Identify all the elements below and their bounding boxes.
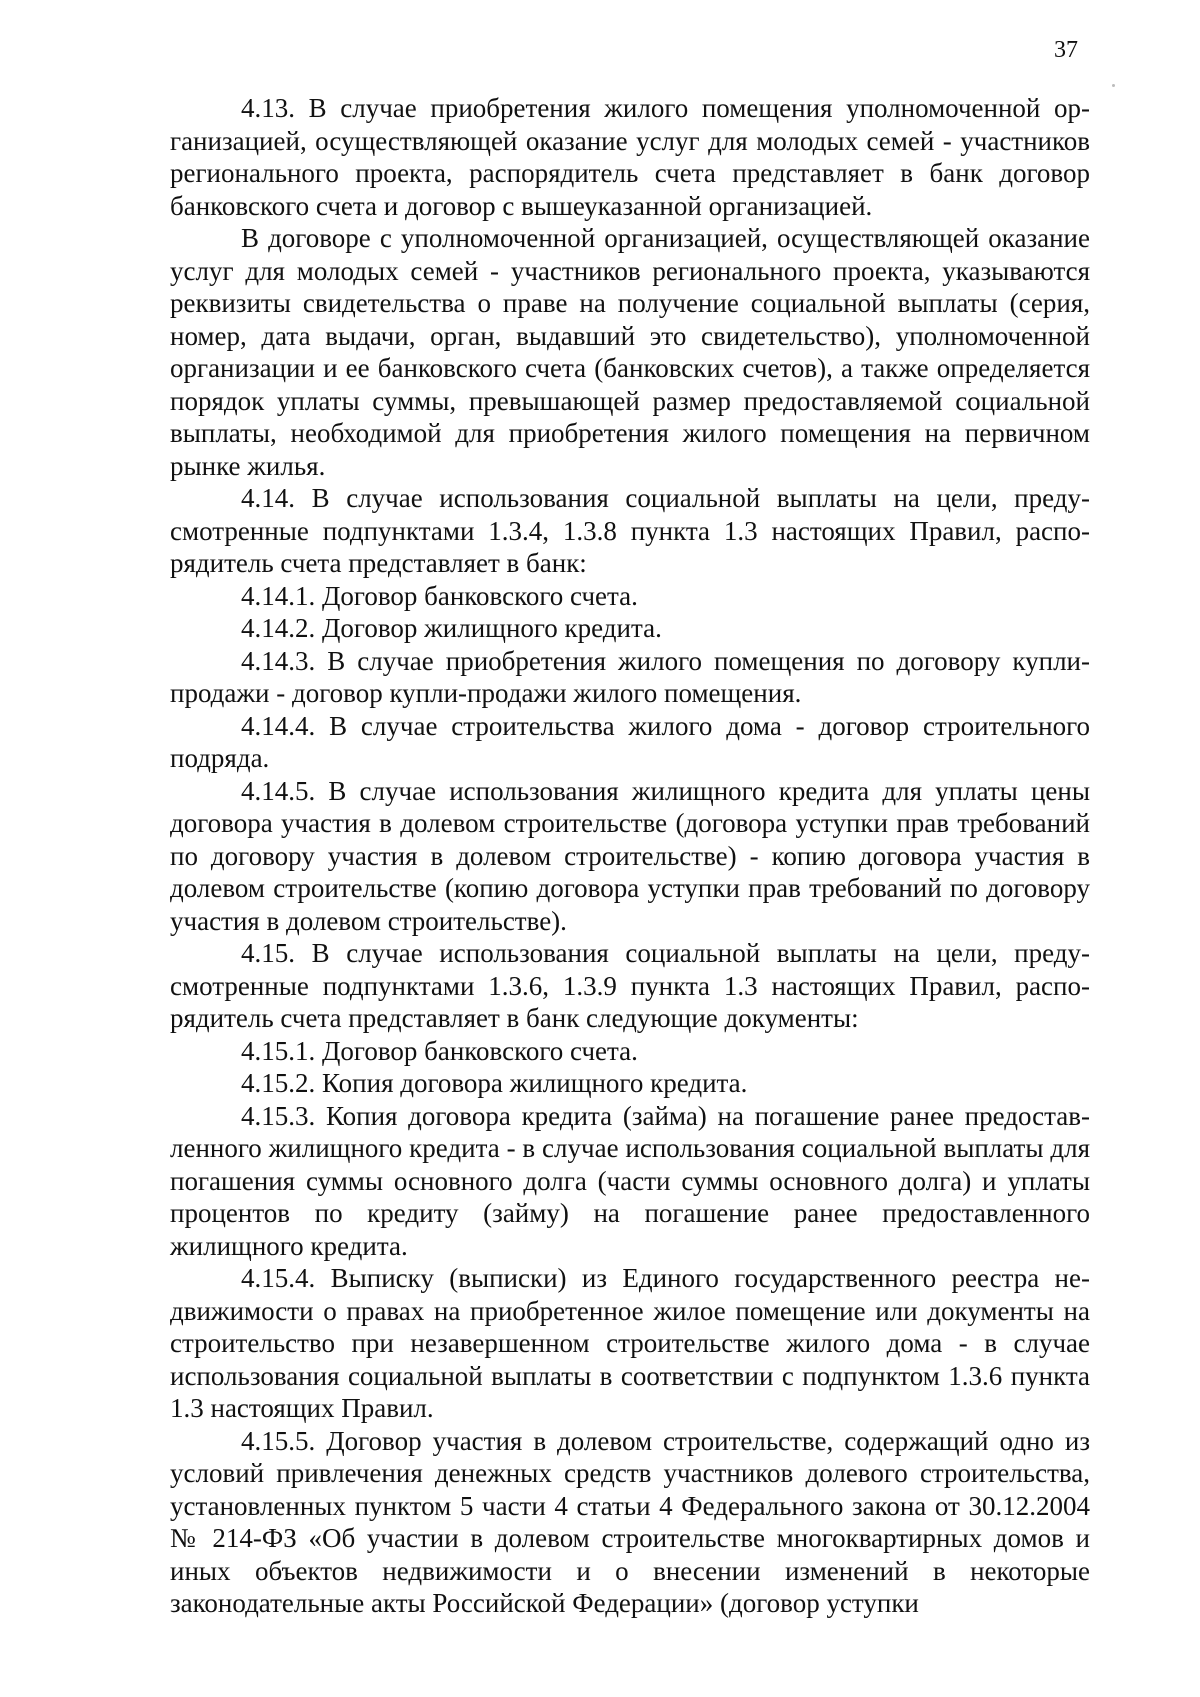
paragraph-4-15-2: 4.15.2. Копия договора жилищного кредита. [241,1068,748,1098]
paragraph-4-15-1: 4.15.1. Договор банковского счета. [241,1035,638,1066]
paragraph-4-13: 4.13. В случае приобретения жилого помещения уполномоченной организацией, осуществляющей оказание услуг для молодых семей - участников регионального проекта, распорядитель счета представляет в банк договор банковского счета и договор с вышеуказанной организацией. [170,93,1090,221]
scan-speck [1112,84,1115,87]
paragraph-4-15-5: 4.15.5. Договор участия в долевом строительстве, содержащий одно из условий привлечения денежных средств участников долевого строительства, установленных пунктом 5 части 4 статьи 4 Федерального закона от 30.12.2004 № 214-ФЗ «Об участии в долевом строительстве многоквартирных домов и иных объектов недвижимости и о внесении изменений в некоторые законодательные акты Российской Федерации» (договор уступки [170,1425,1090,1618]
paragraph-4-15-4: 4.15.4. Выписку (выписки) из Единого государственного реестра недвижимости о правах на приобретенное жилое помещение или документы на строительство при незавершенном строительстве жилого дома - в случае использования социальной выплаты в соответствии с подпунктом 1.3.6 пункта 1.3 настоящих Правил. [170,1263,1090,1423]
paragraph-4-14-5: 4.14.5. В случае использования жилищного кредита для уплаты цены договора участия в долевом строительстве (договора уступки прав требований по договору участия в долевом строительстве) - копию договора участия в долевом строительстве (копию договора уступки прав требований по договору участия в долевом строительстве). [170,775,1090,936]
document-body [170,92,1090,1620]
page-number: 37 [1054,37,1078,63]
paragraph-4-15-3: 4.15.3. Копия договора кредита (займа) на погашение ранее предоставленного жилищного кредита - в случае использования социальной выплаты для погашения суммы основного долга (части суммы основного долга) и уплаты процентов по кредиту (займу) на погашение ранее предоставленного жилищного кредита. [170,1100,1090,1261]
paragraph-4-13-contract: В договоре с уполномоченной организацией, осуществляющей оказание услуг для молодых семей - участников регионального проекта, указываются реквизиты свидетельства о праве на получение социальной выплаты (серия, номер, дата выдачи, орган, выдавший это свидетельство), уполномоченной организации и ее банковского счета (банковских счетов), а также определяется порядок уплаты суммы, превышающей размер предоставляемой социальной выплаты, необходимой для приобретения жилого помещения на первичном рынке жилья. [170,223,1090,481]
paragraph-4-14-4: 4.14.4. В случае строительства жилого дома - договор строительного подряда. [170,710,1090,773]
paragraph-4-14-2: 4.14.2. Договор жилищного кредита. [241,613,662,643]
paragraph-4-14: 4.14. В случае использования социальной выплаты на цели, предусмотренные подпунктами 1.3.4, 1.3.8 пункта 1.3 настоящих Правил, распорядитель счета представляет в банк: [170,483,1090,578]
paragraph-4-15: 4.15. В случае использования социальной выплаты на цели, предусмотренные подпунктами 1.3.6, 1.3.9 пункта 1.3 настоящих Правил, распорядитель счета представляет в банк следующие документы: [170,938,1090,1033]
paragraph-4-14-1: 4.14.1. Договор банковского счета. [241,580,638,611]
paragraph-4-14-3: 4.14.3. В случае приобретения жилого помещения по договору купли-продажи - договор купли-продажи жилого помещения. [170,645,1090,708]
